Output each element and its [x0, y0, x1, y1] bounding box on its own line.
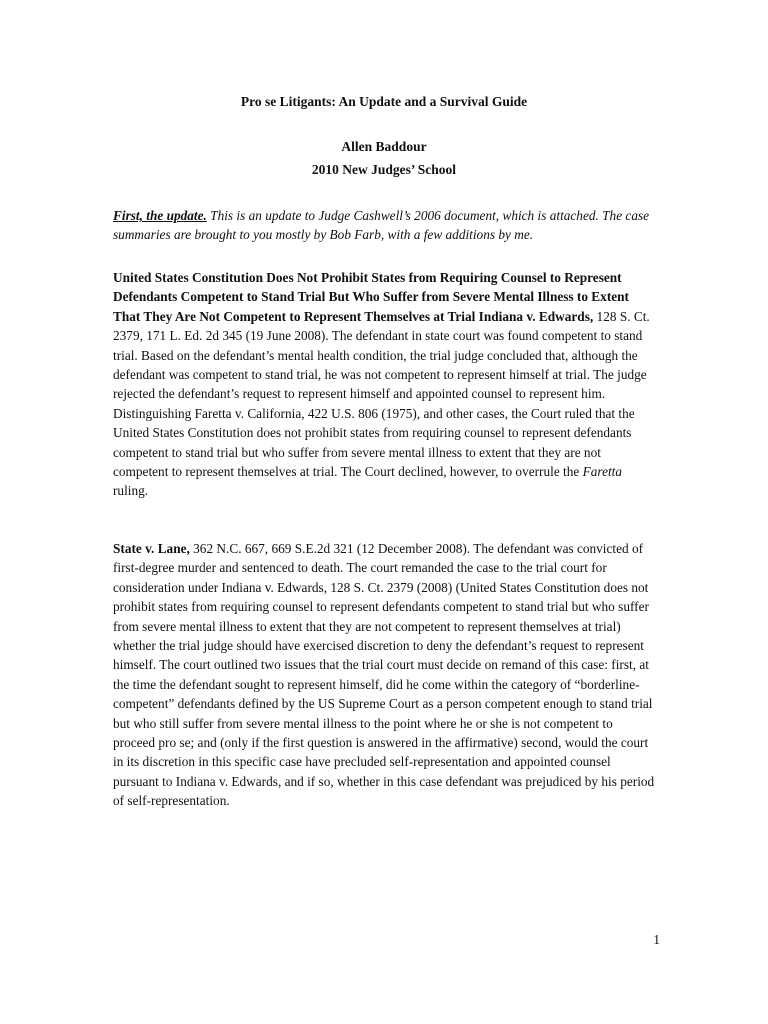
- lane-body: 362 N.C. 667, 669 S.E.2d 321 (12 December 2008). The defendant was convicted of first-degree murder and sentenced to death. The court remanded the case to the trial court for consideration under Indiana v. Edwards, 128 S. Ct. 2379 (2008) (United States Constitution does not prohibit states from requiring counsel to represent defendants competent to stand trial but who suffer from severe mental illness to extent that they are not competent to represent themselves at trial) whether the trial judge should have exercised discretion to deny the defendant’s request to represent himself. The court outlined two issues that the trial court must decide on remand of this case: first, at the time the defendant sought to represent himself, did he come within the category of “borderline-competent” defendants defined by the US Supreme Court as a person competent enough to stand trial but who still suffer from severe mental illness to the point where he or she is not competent to proceed pro se; and (only if the first question is answered in the affirmative) second, would the court in its discretion in this specific case have precluded self-representation and appointed counsel pursuant to Indiana v. Edwards, and if so, whether in this case defendant was prejudiced by his period of self-representation.: [113, 541, 655, 809]
- intro-text: This is an update to Judge Cashwell’s 2006 document, which is attached. The case summaries are brought to you mostly by Bob Farb, with a few additions by me.: [113, 208, 650, 243]
- faretta-term: Faretta: [582, 464, 623, 480]
- edwards-body: 128 S. Ct. 2379, 171 L. Ed. 2d 345 (19 June 2008). The defendant in state court was found competent to stand trial. Based on the defendant’s mental health condition, the trial judge concluded that, although the defendant was competent to stand trial, he was not competent to represent himself at trial. The judge rejected the defendant’s request to represent himself and appointed counsel to represent him. Distinguishing Faretta v. California, 422 U.S. 806 (1975), and other cases, the Court ruled that the United States Constitution does not prohibit states from requiring counsel to represent defendants competent to stand trial but who suffer from severe mental illness to extent that they are not competent to represent themselves at trial. The Court declined, however, to overrule the: [113, 308, 650, 480]
- document-title: Pro se Litigants: An Update and a Survival Guide: [240, 94, 528, 109]
- edwards-paragraph: [113, 268, 658, 501]
- update-heading: First, the update.: [113, 208, 207, 223]
- intro-paragraph: [113, 206, 658, 245]
- author-name: Allen Baddour: [341, 139, 427, 154]
- event-name: 2010 New Judges’ School: [311, 162, 457, 177]
- edwards-body-end: ruling.: [113, 483, 149, 499]
- edwards-case-name: Indiana v. Edwards,: [478, 308, 594, 324]
- page-number: 1: [653, 932, 660, 947]
- lane-case-name: State v. Lane,: [113, 541, 190, 556]
- edwards-heading: United States Constitution Does Not Prohibit States from Requiring Counsel to Represent Defendants Competent to Stand Trial But Who Suffer from Severe Mental Illness to Extent That They Are Not Competent to Represent Themselves at Trial: [113, 270, 629, 324]
- lane-paragraph: [113, 539, 658, 811]
